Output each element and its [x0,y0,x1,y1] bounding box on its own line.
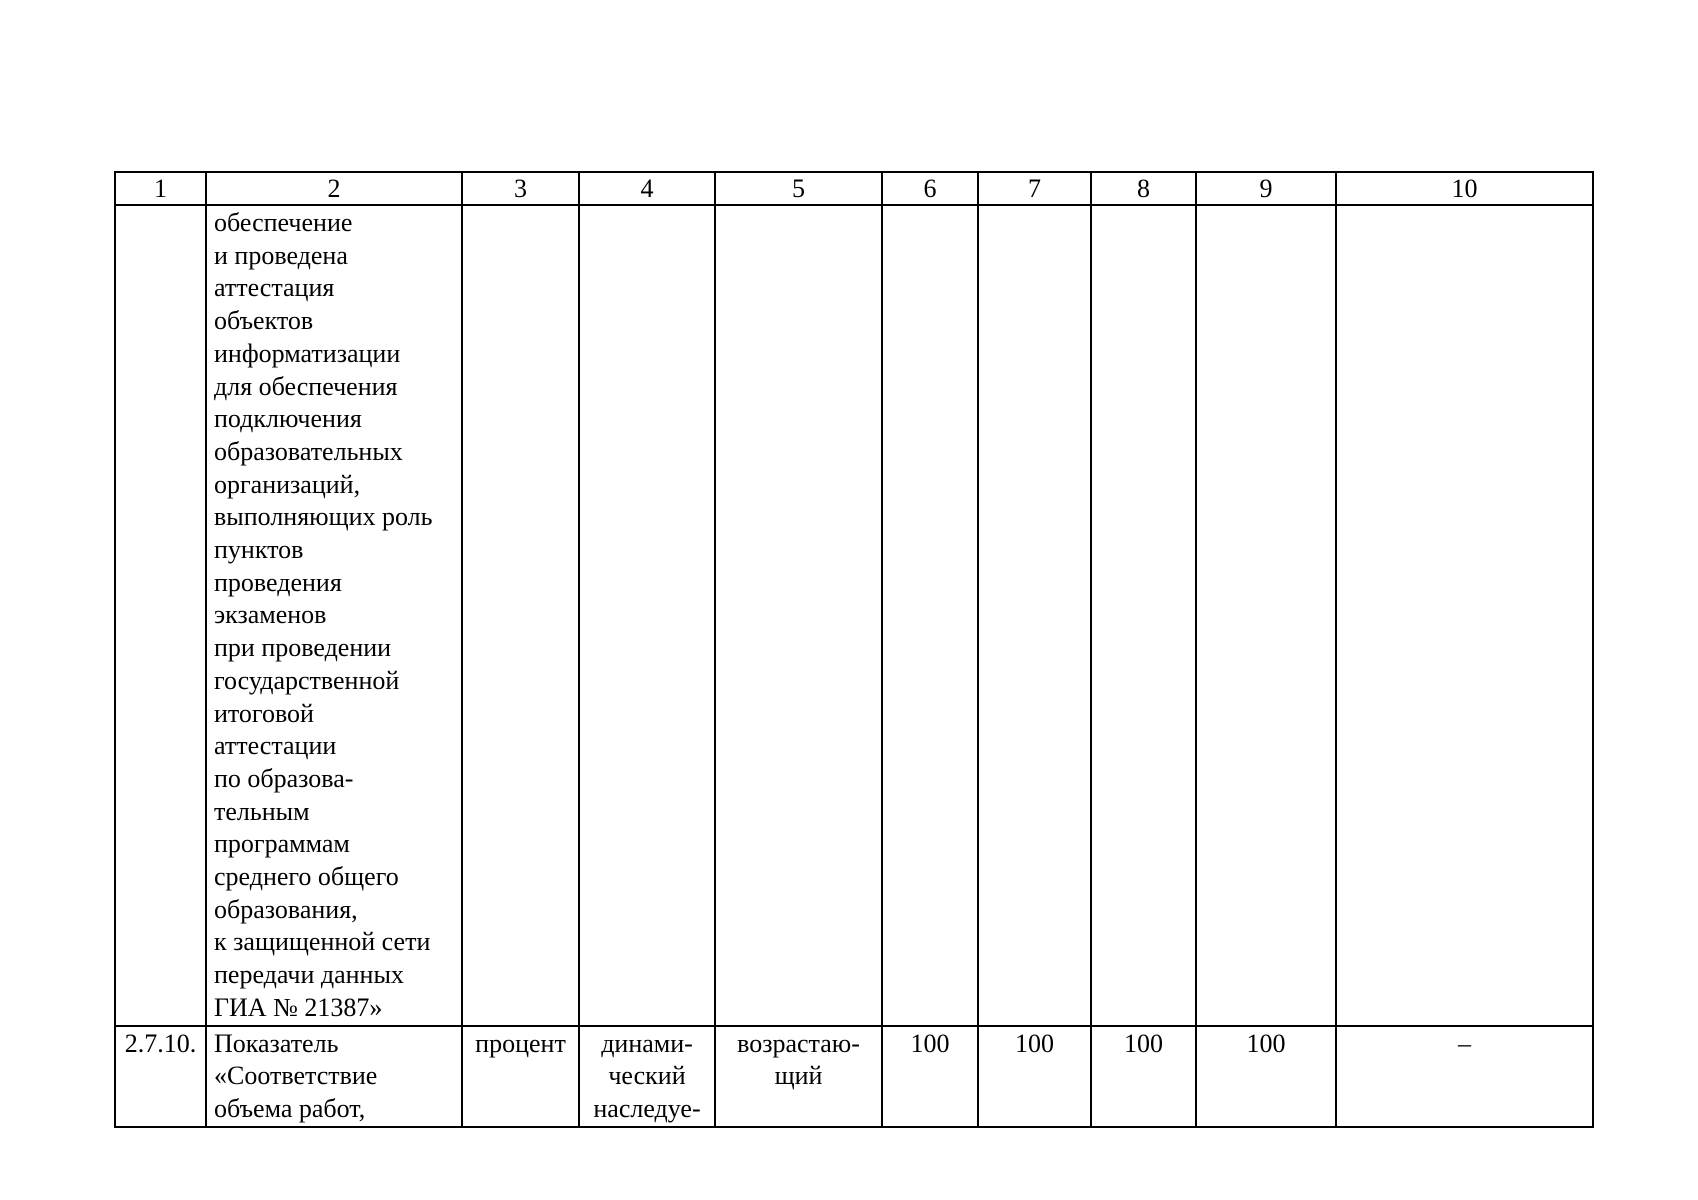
cell-text-line: аттестация [214,273,335,303]
cell-text-line: программам [214,829,350,859]
cell-text-line: выполняющих роль [214,502,433,532]
value-cell-10: – [1336,1026,1593,1127]
cell-text-line: и проведена [214,240,348,270]
value-cell-7 [978,205,1091,1026]
column-number-7: 7 [978,172,1091,205]
cell-text-line: обеспечение [214,208,353,237]
unit-cell [462,205,579,1026]
cell-text-line: объема работ, [214,1093,366,1123]
indicator-name-lines [214,207,457,1025]
cell-text-line: объектов [214,306,314,336]
cell-text-line: «Соответствие [214,1061,378,1091]
cell-text-line: ческий [608,1061,686,1091]
cell-text-line: наследуе- [593,1093,701,1123]
cell-text-line: пунктов [214,535,304,565]
cell-text-line: при проведении [214,633,392,663]
type-cell [579,205,715,1026]
value-cell-8 [1091,205,1196,1026]
cell-text-line: государственной [214,665,400,695]
column-number-row [115,172,1593,205]
value-cell-8: 100 [1091,1026,1196,1127]
cell-text-line: Показатель [214,1028,339,1058]
column-number-2: 2 [206,172,462,205]
indicators-table [114,171,1594,1128]
cell-text-line: возрастаю- [737,1028,860,1058]
cell-text-line: проведения [214,567,342,597]
column-number-5: 5 [715,172,882,205]
cell-text-line: среднего общего [214,862,399,892]
cell-text-line: для обеспечения [214,371,398,401]
cell-text-line: образовательных [214,436,403,466]
cell-text-line: информатизации [214,338,401,368]
column-number-8: 8 [1091,172,1196,205]
column-number-6: 6 [882,172,978,205]
cell-text-line: по образова- [214,763,354,793]
type-lines [580,1028,714,1126]
value-cell-6: 100 [882,1026,978,1127]
value-cell-10 [1336,205,1593,1026]
cell-text-line: аттестации [214,731,337,761]
value-cell-6 [882,205,978,1026]
cell-text-line: организаций, [214,469,361,499]
cell-text-line: динами- [601,1028,693,1058]
row-number-cell [115,205,206,1026]
type-cell [579,1026,715,1127]
unit-cell: процент [462,1026,579,1127]
cell-text-line: экзаменов [214,600,327,630]
trend-lines [716,1028,881,1093]
column-number-4: 4 [579,172,715,205]
table-row [115,1026,1593,1127]
column-number-9: 9 [1196,172,1336,205]
cell-text-line: итоговой [214,698,314,728]
cell-text-line: щий [774,1061,823,1091]
row-number-cell: 2.7.10. [115,1026,206,1127]
indicator-name-cell [206,1026,462,1127]
trend-cell [715,205,882,1026]
table-row [115,205,1593,1026]
cell-text-line: образования, [214,894,358,924]
cell-text-line: ГИА № 21387» [214,992,383,1022]
column-number-3: 3 [462,172,579,205]
trend-cell [715,1026,882,1127]
cell-text-line: к защищенной сети [214,927,431,957]
column-number-10: 10 [1336,172,1593,205]
value-cell-7: 100 [978,1026,1091,1127]
column-number-1: 1 [115,172,206,205]
cell-text-line: передачи данных [214,960,404,990]
indicator-name-cell [206,205,462,1026]
indicator-name-lines [214,1028,457,1126]
value-cell-9: 100 [1196,1026,1336,1127]
cell-text-line: тельным [214,796,310,826]
value-cell-9 [1196,205,1336,1026]
cell-text-line: подключения [214,404,362,434]
